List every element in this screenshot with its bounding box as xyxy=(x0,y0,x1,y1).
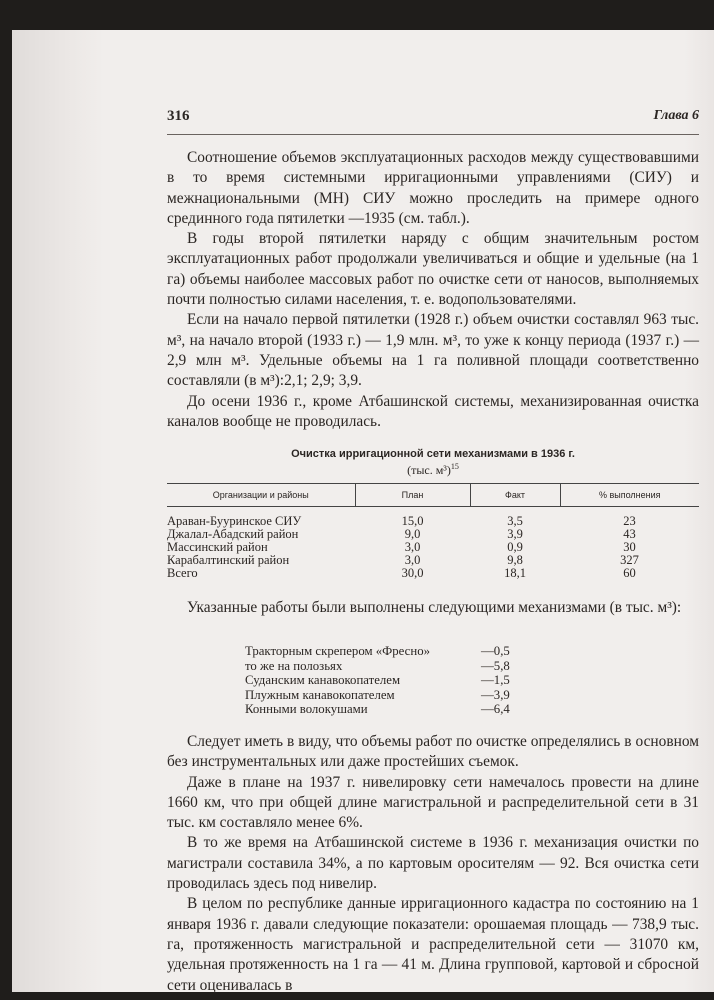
cell-org: Массинский район xyxy=(167,540,268,554)
cell-fact: 3,9 xyxy=(507,527,523,541)
text-block-bottom xyxy=(167,732,699,996)
table-unit-text: (тыс. м³) xyxy=(407,463,451,477)
cell-total-fact: 18,1 xyxy=(504,566,526,580)
mechanism-row xyxy=(245,688,565,703)
cell-plan: 9,0 xyxy=(404,527,421,541)
paragraph: Даже в плане на 1937 г. нивелировку сети намечалось провести на длине 1660 км, что при общей длине магистральной и распределительной сети в 31 тыс. км составляло менее 6%. xyxy=(167,773,699,832)
mechanisms-list xyxy=(245,644,565,717)
paragraph: В то же время на Атбашинской системе в 1936 г. механизация очистки по магистрали составила 34%, а по картовым оросителям — 92. Вся очистка сети проводилась здесь под нивелир. xyxy=(167,834,699,893)
cell-percent: 327 xyxy=(620,553,639,567)
cell-plan: 3,0 xyxy=(404,553,421,567)
cell-fact: 0,9 xyxy=(507,540,523,554)
cell-total-label: Всего xyxy=(167,566,198,580)
table-header-row xyxy=(167,484,699,507)
col-header-plan: План xyxy=(355,484,470,507)
mechanism-value: —1,5 xyxy=(481,673,510,687)
cell-percent: 30 xyxy=(623,540,636,554)
cell-fact: 3,5 xyxy=(507,514,523,528)
cell-percent: 43 xyxy=(623,527,636,541)
cell-org: Карабалтинский район xyxy=(167,553,290,567)
paragraph: В годы второй пятилетки наряду с общим значительным ростом эксплуатационных работ продолжали увеличиваться и общие и удельные (на 1 га) объемы наиболее массовых работ по очистке сети от наносов, выполняемых почти полностью силами населения, т. е. водопользователями. xyxy=(167,230,699,309)
header-rule xyxy=(167,134,699,135)
mechanisms-intro: Указанные работы были выполнены следующими механизмами (в тыс. м³): xyxy=(187,599,682,616)
cell-org: Араван-Бууринское СИУ xyxy=(167,514,302,528)
paragraph: Если на начало первой пятилетки (1928 г.) объем очистки составлял 963 тыс. м³, на начало второй (1933 г.) — 1,9 млн. м³, то уже к концу периода (1937 г.) —2,9 млн м³. Удельные объемы на 1 га поливной площади соответственно составляли (в м³):2,1; 2,9; 3,9. xyxy=(167,311,699,390)
book-page xyxy=(12,30,714,992)
cleaning-table xyxy=(167,483,699,580)
mechanism-row xyxy=(245,644,565,659)
table-row xyxy=(167,507,699,529)
mechanism-row xyxy=(245,673,565,688)
mechanism-row xyxy=(245,702,565,717)
cell-percent: 23 xyxy=(623,514,636,528)
table-title: Очистка ирригационной сети механизмами в 1936 г. xyxy=(291,448,575,460)
mechanism-name: Конными волокушами xyxy=(245,702,368,716)
mechanism-row xyxy=(245,659,565,674)
mechanism-value: —5,8 xyxy=(481,658,510,673)
paragraph: До осени 1936 г., кроме Атбашинской системы, механизированная очистка каналов вообще не проводилась. xyxy=(167,392,699,430)
col-header-percent: % выполнения xyxy=(560,484,699,507)
paragraph: Соотношение объемов эксплуатационных расходов между существовавшими в то время системными ирригационными управлениями (СИУ) и межнациональными (МН) СИУ можно проследить на примере одного срединного года пятилетки —1935 (см. табл.). xyxy=(167,149,699,227)
running-header xyxy=(167,108,699,128)
col-header-fact: Факт xyxy=(470,484,560,507)
footnote-ref: 15 xyxy=(450,462,459,471)
cell-plan: 15,0 xyxy=(401,514,424,528)
table-row xyxy=(167,554,699,567)
chapter-title: Глава 6 xyxy=(653,108,699,123)
mechanism-value: —3,9 xyxy=(481,687,510,702)
mechanism-name: Тракторным скрепером «Фресно» xyxy=(245,644,431,658)
cell-total-plan: 30,0 xyxy=(401,566,424,580)
cell-org: Джалал-Абадский район xyxy=(167,527,299,541)
mechanism-name: Суданским канавокопателем xyxy=(245,673,401,687)
mechanism-name: Плужным канавокопателем xyxy=(245,687,395,702)
table-total-row xyxy=(167,567,699,580)
page-spine-shadow xyxy=(12,30,104,992)
cell-plan: 3,0 xyxy=(404,540,421,554)
col-header-org: Организации и районы xyxy=(167,484,355,507)
page-number: 316 xyxy=(167,108,190,124)
mechanism-value: —0,5 xyxy=(481,644,510,658)
table-unit xyxy=(167,462,699,478)
paragraph: В целом по республике данные ирригационного кадастра по состоянию на 1 января 1936 г. давали следующие показатели: орошаемая площадь — 738,9 тыс. га, протяженность магистральной и распределительной сети — 31070 км, удельная протяженность на 1 га — 41 м. Длина групповой, картовой и сбросной сети оценивалась в xyxy=(167,895,699,994)
cell-total-percent: 60 xyxy=(623,566,636,580)
cell-fact: 9,8 xyxy=(507,553,523,567)
mechanism-value: —6,4 xyxy=(481,702,510,716)
text-block-top xyxy=(167,148,699,432)
paragraph: Следует иметь в виду, что объемы работ по очистке определялись в основном без инструментальных или даже простейших съемок. xyxy=(167,733,699,771)
mechanisms-intro-block xyxy=(167,598,699,618)
mechanism-name: то же на полозьях xyxy=(245,658,343,673)
